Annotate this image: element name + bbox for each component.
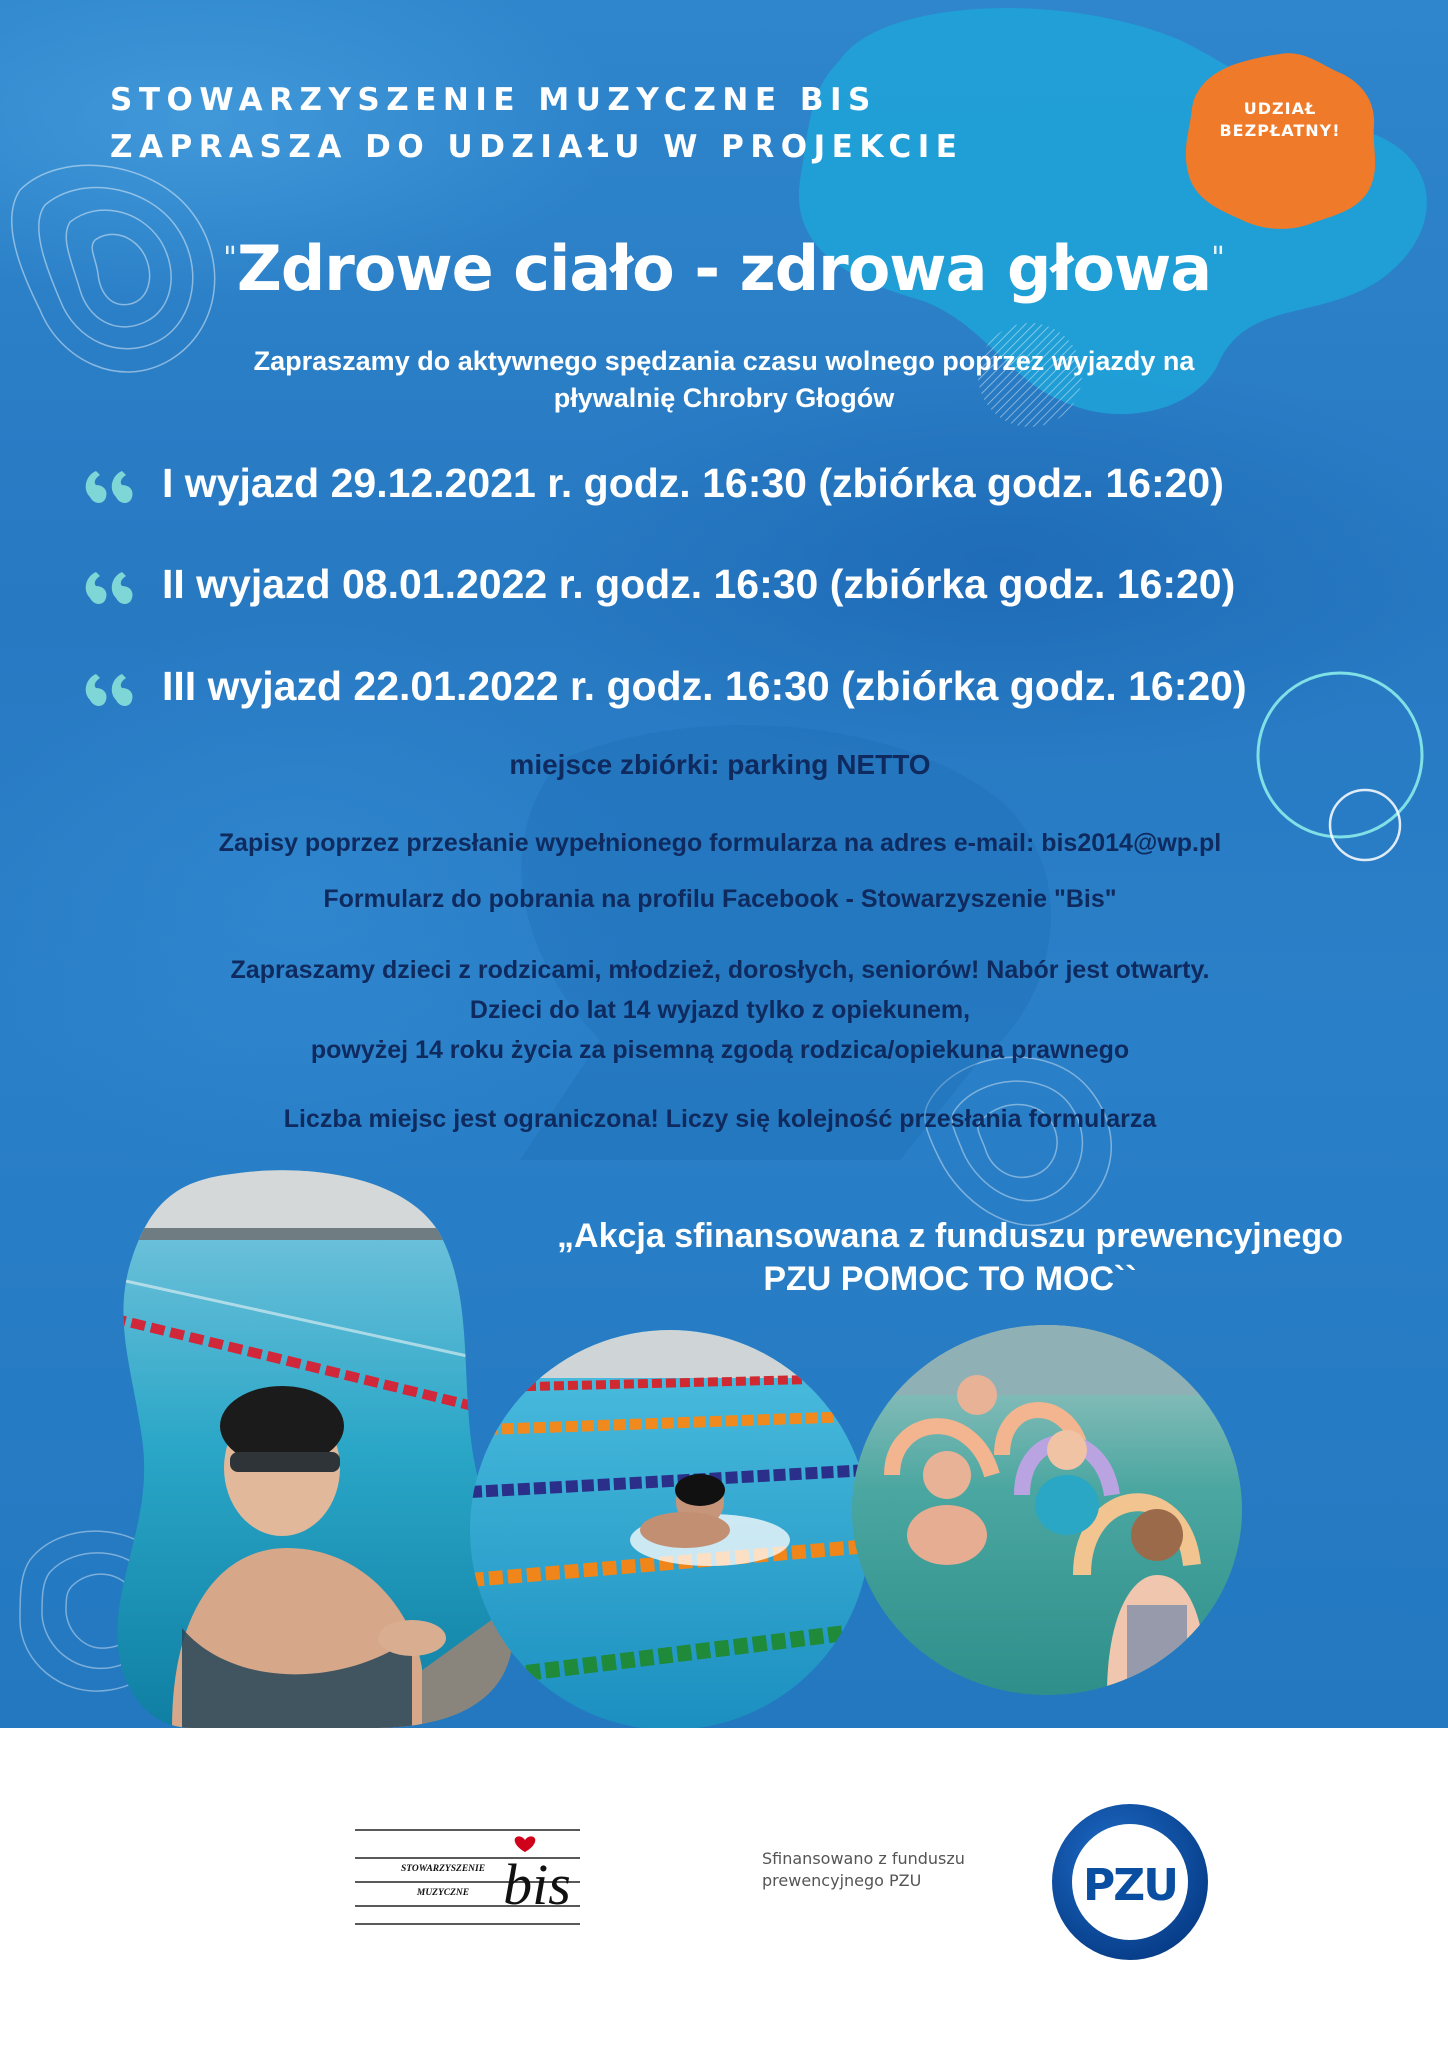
subtitle-line-2: pływalnię Chrobry Głogów [553, 383, 895, 413]
footer-note-line-2: prewencyjnego PZU [762, 1871, 922, 1890]
quote-icon [82, 455, 142, 511]
heart-icon [515, 1836, 536, 1852]
age-rule-line: Dzieci do lat 14 wyjazd tylko z opiekunem, [469, 996, 971, 1024]
badge-line-2: BEZPŁATNY! [1219, 121, 1341, 140]
footer-note-line-1: Sfinansowano z funduszu [762, 1849, 965, 1868]
pzu-logo-text: PZU [1083, 1860, 1177, 1911]
bis-logo-word: bis [503, 1852, 571, 1917]
footer-funding-note [762, 1848, 965, 1892]
swimmer-photo [112, 1168, 522, 1728]
form-download-info: Formularz do pobrania na profilu Facebook - Stowarzyszenie "Bis" [323, 885, 1117, 913]
trip-text: II wyjazd 08.01.2022 r. godz. 16:30 (zbiórka godz. 16:20) [162, 561, 1236, 607]
badge-text [1180, 98, 1380, 142]
aqua-aerobics-photo [852, 1325, 1242, 1695]
signup-info: Zapisy poprzez przesłanie wypełnionego formularza na adres e-mail: bis2014@wp.pl [218, 829, 1222, 857]
title-text: Zdrowe ciało - zdrowa głowa [236, 232, 1212, 305]
pzu-logo [1048, 1800, 1213, 1965]
invitation-heading: ZAPRASZA DO UDZIAŁU W PROJEKCIE [110, 129, 964, 165]
footer [0, 1728, 1448, 2048]
trip-text: I wyjazd 29.12.2021 r. godz. 16:30 (zbiórka godz. 16:20) [162, 460, 1224, 506]
lane-swimmer-photo [470, 1330, 870, 1728]
subtitle [150, 343, 1298, 417]
meeting-point: miejsce zbiórki: parking NETTO [509, 749, 931, 780]
title-open-quote: " [223, 241, 237, 276]
quote-icon [82, 658, 142, 714]
consent-rule-line: powyżej 14 roku życia za pisemną zgodą rodzica/opiekuna prawnego [310, 1036, 1130, 1064]
project-title [0, 232, 1448, 305]
funding-line-2: PZU POMOC TO MOC`` [763, 1260, 1137, 1298]
title-close-quote: " [1211, 241, 1225, 276]
limited-places-note: Liczba miejsc jest ograniczona! Liczy się kolejność przesłania formularza [283, 1105, 1157, 1133]
subtitle-line-1: Zapraszamy do aktywnego spędzania czasu wolnego poprzez wyjazdy na [253, 346, 1195, 376]
badge-line-1: UDZIAŁ [1243, 99, 1317, 118]
trip-text: III wyjazd 22.01.2022 r. godz. 16:30 (zbiórka godz. 16:20) [162, 663, 1247, 709]
bis-logo-bottom-text: MUZYCZNE [416, 1888, 470, 1898]
bis-association-logo [355, 1820, 585, 1930]
funding-statement [530, 1215, 1370, 1301]
organizer-heading: STOWARZYSZENIE MUZYCZNE BIS [110, 82, 877, 118]
bis-logo-top-text: STOWARZYSZENIE [400, 1864, 486, 1874]
invitation-line: Zapraszamy dzieci z rodzicami, młodzież, dorosłych, seniorów! Nabór jest otwarty. [230, 956, 1210, 984]
funding-line-1: „Akcja sfinansowana z funduszu prewencyjnego [557, 1217, 1343, 1255]
quote-icon [82, 556, 142, 612]
